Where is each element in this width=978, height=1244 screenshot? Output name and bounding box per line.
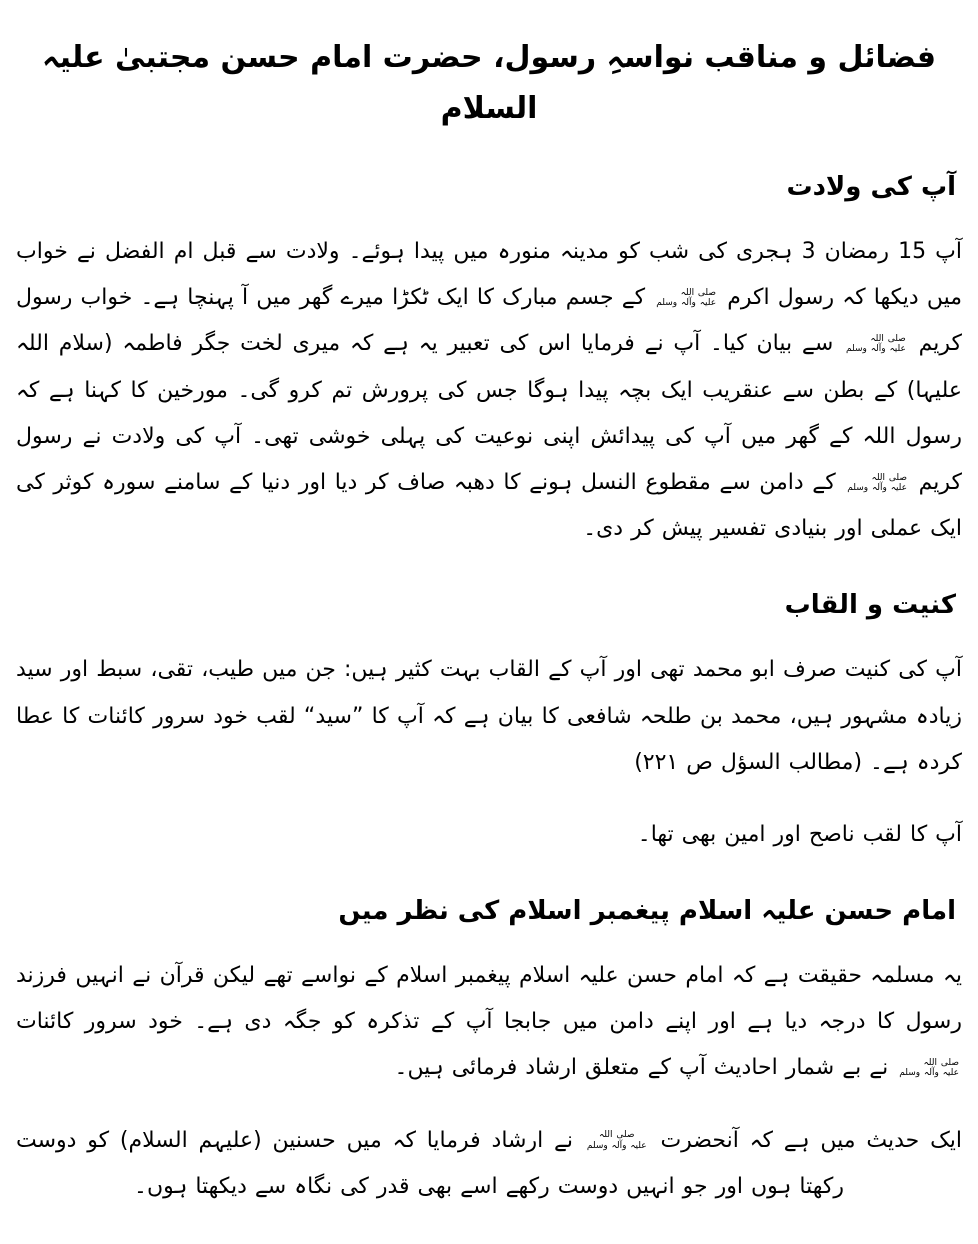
section-heading: کنیت و القاب <box>784 590 956 621</box>
honorific-mark: صلی اللہ علیہ وآلہ وسلم <box>846 334 906 355</box>
body-paragraph: آپ کی کنیت صرف ابو محمد تھی اور آپ کے القاب بہت کثیر ہیں: جن میں طیب، تقی، سبط اور سید زیادہ مشہور ہیں، محمد بن طلحہ شافعی کا بیان ہے کہ آپ کا ”سید“ لقب خود سرور کائنات کا عطا کردہ ہے۔ (مطالب السؤل ص ۲۲۱) <box>16 657 962 775</box>
honorific-mark: صلی اللہ علیہ وآلہ وسلم <box>847 472 908 493</box>
section-heading: امام حسن علیہ اسلام پیغمبر اسلام کی نظر میں <box>338 896 956 927</box>
document-content <box>14 168 964 1210</box>
honorific-mark: صلی اللہ علیہ وآلہ وسلم <box>586 1130 647 1151</box>
document-title: فضائل و مناقب نواسہِ رسول، حضرت امام حسن مجتبیٰ علیہ السلام <box>42 40 936 126</box>
honorific-mark: صلی اللہ علیہ وآلہ وسلم <box>899 1058 959 1079</box>
body-paragraph: یہ مسلمہ حقیقت ہے کہ امام حسن علیہ اسلام پیغمبر اسلام کے نواسے تھے لیکن قرآن نے انہیں فرزند رسول کا درجہ دیا ہے اور اپنے دامن میں جابجا آپ کے تذکرہ کو جگہ دی ہے۔ خود سرور کائنات صلی اللہ علیہ وآلہ وسلم نے بے شمار احادیث آپ کے متعلق ارشاد فرمائی ہیں۔ <box>16 963 962 1081</box>
section-heading: آپ کی ولادت <box>786 172 956 202</box>
quote-paragraph: ایک حدیث میں ہے کہ آنحضرت صلی اللہ علیہ وآلہ وسلم نے ارشاد فرمایا کہ میں حسنین (علیہم السلام) کو دوست رکھتا ہوں اور جو انہیں دوست رکھے اسے بھی قدر کی نگاہ سے دیکھتا ہوں۔ <box>16 1127 963 1199</box>
body-paragraph: آپ کا لقب ناصح اور امین بھی تھا۔ <box>637 821 962 847</box>
body-paragraph: آپ 15 رمضان 3 ہجری کی شب کو مدینہ منورہ میں پیدا ہوئے۔ ولادت سے قبل ام الفضل نے خواب میں دیکھا کہ رسول اکرم صلی اللہ علیہ وآلہ وسلم کے جسم مبارک کا ایک ٹکڑا میرے گھر میں آ پہنچا ہے۔ خواب رسول کریم صلی اللہ علیہ وآلہ وسلم سے بیان کیا۔ آپ نے فرمایا اس کی تعبیر یہ ہے کہ میری لخت جگر فاطمہ (سلام اللہ علیہا) کے بطن سے عنقریب ایک بچہ پیدا ہوگا جس کی پرورش تم کرو گی۔ مورخین کا کہنا ہے کہ رسول اللہ کے گھر میں آپ کی پیدائش اپنی نوعیت کی پہلی خوشی تھی۔ آپ کی ولادت نے رسول کریم صلی اللہ علیہ وآلہ وسلم کے دامن سے مقطوع النسل ہونے کا دھبہ صاف کر دیا اور دنیا کے سامنے سورہ کوثر کی ایک عملی اور بنیادی تفسیر پیش کر دی۔ <box>16 239 962 542</box>
honorific-mark: صلی اللہ علیہ وآلہ وسلم <box>656 287 717 309</box>
